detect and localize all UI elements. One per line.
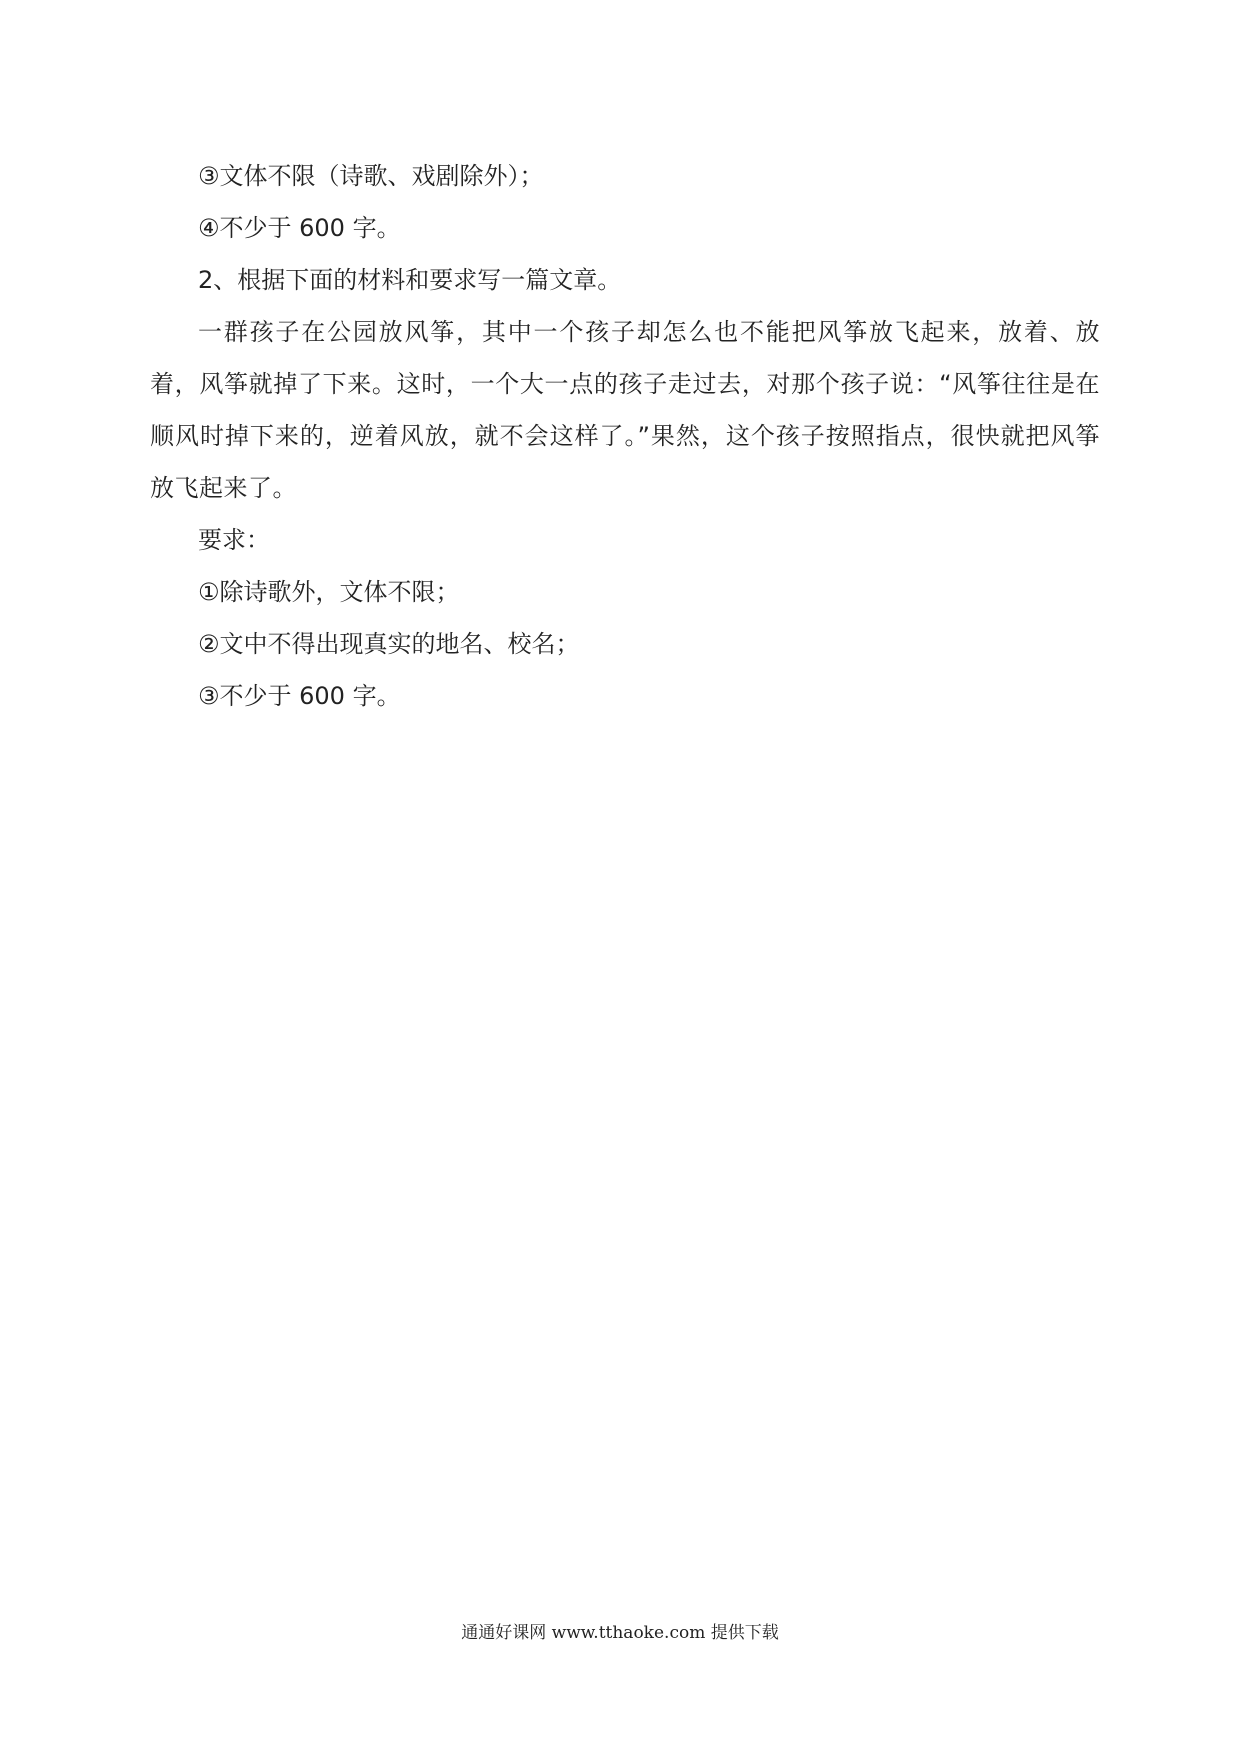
requirement-item-3: ③不少于 600 字。 <box>198 682 401 710</box>
material-paragraph: 一群孩子在公园放风筝，其中一个孩子却怎么也不能把风筝放飞起来，放着、放着，风筝就掉了下来。这时，一个大一点的孩子走过去，对那个孩子说：“风筝往往是在顺风时掉下来的，逆着风放，就不会这样了。”果然，这个孩子按照指点，很快就把风筝放飞起来了。 <box>150 318 1100 502</box>
question-2-prompt: 2、根据下面的材料和要求写一篇文章。 <box>198 266 622 294</box>
page-footer: 通通好课网 www.tthaoke.com 提供下载 <box>461 1623 779 1643</box>
requirement-line-length: ④不少于 600 字。 <box>198 214 401 242</box>
document-body <box>150 150 1100 722</box>
requirement-line-genre: ③文体不限（诗歌、戏剧除外）； <box>198 162 544 190</box>
requirements-label: 要求： <box>198 526 270 554</box>
requirement-item-2: ②文中不得出现真实的地名、校名； <box>198 630 580 658</box>
requirement-item-1: ①除诗歌外，文体不限； <box>198 578 460 606</box>
